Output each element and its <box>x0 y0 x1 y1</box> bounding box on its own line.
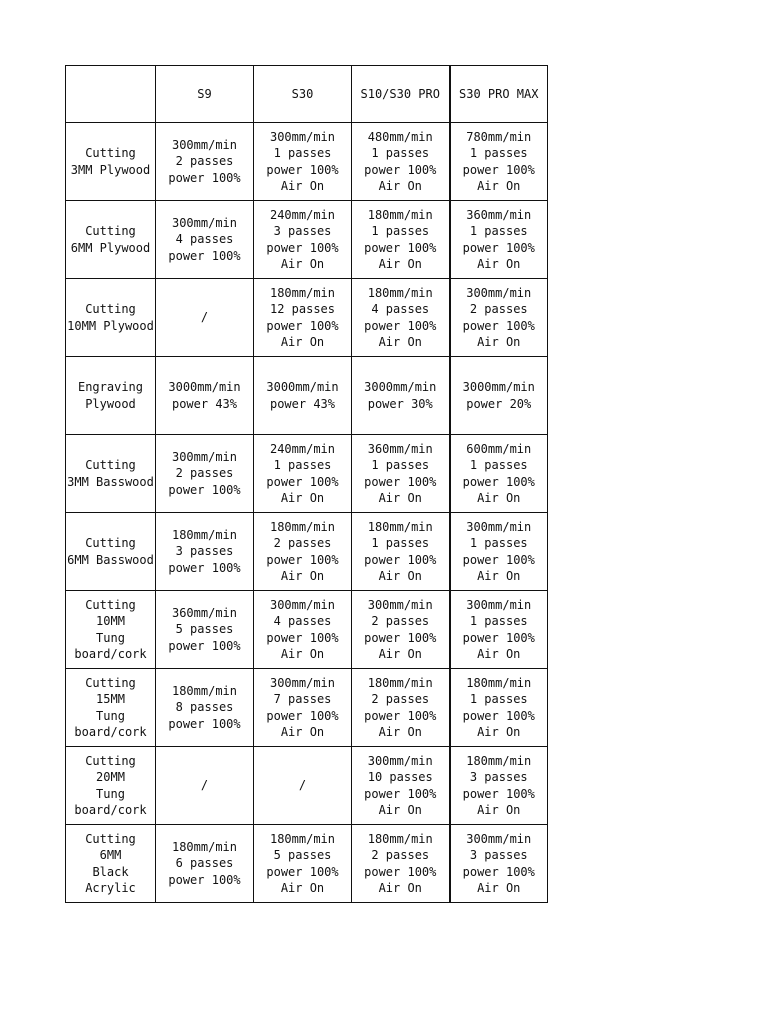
setting-line: power 100% <box>462 240 535 255</box>
setting-line: 300mm/min <box>367 753 433 768</box>
material-cell <box>66 747 156 825</box>
setting-cell-s10-s30-pro <box>352 201 450 279</box>
setting-cell-s30-pro-max <box>450 435 548 513</box>
setting-line: power 100% <box>364 630 437 645</box>
setting-cell-s30-pro-max <box>450 747 548 825</box>
setting-line: power 100% <box>364 864 437 879</box>
setting-cell-s9 <box>156 669 254 747</box>
setting-cell-s10-s30-pro <box>352 279 450 357</box>
setting-cell-s10-s30-pro <box>352 123 450 201</box>
setting-line: 300mm/min <box>171 137 238 152</box>
material-line: board/cork <box>74 647 147 661</box>
setting-line: power 100% <box>364 318 437 333</box>
setting-line: power 100% <box>462 786 535 801</box>
material-cell <box>66 279 156 357</box>
setting-cell-s30 <box>254 357 352 435</box>
table-row <box>66 513 548 591</box>
material-line: Cutting <box>85 224 136 238</box>
setting-line: power 100% <box>364 708 437 723</box>
setting-line: 300mm/min <box>269 129 336 144</box>
table-row <box>66 201 548 279</box>
setting-line: 1 passes <box>371 536 430 550</box>
setting-line: Air On <box>280 179 325 193</box>
setting-cell-s30-pro-max <box>450 825 548 903</box>
setting-cell-s30 <box>254 435 352 513</box>
table-row <box>66 669 548 747</box>
setting-line: 1 passes <box>469 458 528 472</box>
setting-cell-s30-pro-max <box>450 279 548 357</box>
setting-line: 12 passes <box>269 302 336 316</box>
setting-line: 3 passes <box>273 224 332 238</box>
material-cell <box>66 201 156 279</box>
setting-line: 180mm/min <box>367 207 433 222</box>
setting-line: 2 passes <box>175 154 234 169</box>
setting-line: 6 passes <box>175 856 234 871</box>
material-line: Cutting <box>85 536 136 550</box>
setting-line: 5 passes <box>273 848 332 862</box>
setting-line: 7 passes <box>273 692 332 706</box>
setting-line: 1 passes <box>469 536 528 550</box>
laser-settings-table <box>65 65 548 903</box>
material-cell <box>66 435 156 513</box>
setting-cell-s30 <box>254 669 352 747</box>
setting-line: Air On <box>280 257 325 271</box>
material-cell <box>66 123 156 201</box>
setting-line: 780mm/min <box>466 129 532 144</box>
setting-line: 300mm/min <box>466 597 532 612</box>
material-line: 20MM <box>96 770 125 784</box>
setting-line: 180mm/min <box>367 285 433 300</box>
setting-line: 1 passes <box>469 692 528 706</box>
setting-line: power 100% <box>364 786 437 801</box>
material-line: Plywood <box>85 396 136 411</box>
table-row <box>66 747 548 825</box>
setting-line: 300mm/min <box>269 597 336 612</box>
setting-line: power 100% <box>266 630 339 645</box>
setting-line: 360mm/min <box>171 605 238 620</box>
setting-line: Air On <box>477 725 521 739</box>
setting-line: 4 passes <box>273 614 332 628</box>
setting-line: 2 passes <box>175 466 234 481</box>
setting-line: 3000mm/min <box>462 380 535 394</box>
setting-line: 300mm/min <box>367 597 433 612</box>
setting-line: Air On <box>378 257 422 271</box>
setting-line: Air On <box>280 335 325 349</box>
table-row <box>66 123 548 201</box>
setting-line: power 100% <box>168 248 241 263</box>
setting-line: 1 passes <box>371 224 430 238</box>
setting-line: / <box>298 778 307 793</box>
material-line: 10MM <box>96 614 125 628</box>
setting-cell-s10-s30-pro <box>352 669 450 747</box>
setting-line: power 100% <box>168 638 241 653</box>
setting-cell-s30-pro-max <box>450 357 548 435</box>
material-line: Tung <box>96 786 125 801</box>
setting-line: 10 passes <box>367 770 433 784</box>
material-line: Engraving <box>77 380 144 394</box>
setting-line: 360mm/min <box>466 207 532 222</box>
setting-line: Air On <box>477 179 521 193</box>
setting-line: power 100% <box>364 240 437 255</box>
setting-line: 4 passes <box>175 232 234 247</box>
setting-line: Air On <box>280 647 325 661</box>
material-line: Cutting <box>85 302 136 316</box>
setting-line: Air On <box>378 725 422 739</box>
setting-line: 180mm/min <box>367 519 433 534</box>
setting-cell-s30 <box>254 825 352 903</box>
setting-line: Air On <box>378 647 422 661</box>
material-line: 3MM Basswood <box>67 474 154 489</box>
setting-line: Air On <box>477 491 521 505</box>
material-line: Cutting <box>85 831 136 846</box>
setting-line: 300mm/min <box>466 831 532 846</box>
setting-cell-s30-pro-max <box>450 123 548 201</box>
setting-line: Air On <box>280 881 325 895</box>
setting-line: power 20% <box>466 396 532 411</box>
setting-line: 180mm/min <box>466 753 532 768</box>
header-row <box>66 66 548 123</box>
setting-line: Air On <box>280 569 325 583</box>
setting-line: 240mm/min <box>269 207 336 222</box>
setting-line: power 100% <box>364 162 437 177</box>
setting-cell-s30-pro-max <box>450 513 548 591</box>
setting-line: power 100% <box>364 474 437 489</box>
material-line: board/cork <box>74 725 147 739</box>
material-line: 15MM <box>96 692 125 706</box>
setting-cell-s30 <box>254 279 352 357</box>
setting-line: power 30% <box>367 396 433 411</box>
setting-line: 2 passes <box>371 692 430 706</box>
material-line: Cutting <box>85 458 136 472</box>
setting-cell-s9 <box>156 747 254 825</box>
material-line: Cutting <box>85 753 136 768</box>
setting-line: 300mm/min <box>171 215 238 230</box>
setting-line: 1 passes <box>273 146 332 160</box>
setting-line: 5 passes <box>175 622 234 637</box>
setting-line: 180mm/min <box>269 285 336 300</box>
setting-cell-s9 <box>156 825 254 903</box>
material-line: Cutting <box>85 675 136 690</box>
material-line: board/cork <box>74 803 147 817</box>
setting-line: / <box>200 310 209 325</box>
setting-line: 2 passes <box>371 614 430 628</box>
setting-line: power 100% <box>462 552 535 567</box>
setting-cell-s10-s30-pro <box>352 591 450 669</box>
setting-cell-s9 <box>156 513 254 591</box>
setting-line: power 100% <box>364 552 437 567</box>
setting-line: 2 passes <box>371 848 430 862</box>
setting-line: Air On <box>378 569 422 583</box>
setting-line: Air On <box>378 881 422 895</box>
setting-cell-s9 <box>156 591 254 669</box>
setting-line: Air On <box>477 803 521 817</box>
setting-cell-s9 <box>156 435 254 513</box>
setting-line: power 100% <box>168 560 241 575</box>
setting-line: 240mm/min <box>269 441 336 456</box>
table-body <box>66 66 548 903</box>
setting-cell-s10-s30-pro <box>352 435 450 513</box>
setting-line: Air On <box>477 257 521 271</box>
setting-line: power 100% <box>462 474 535 489</box>
setting-line: power 100% <box>266 708 339 723</box>
setting-cell-s10-s30-pro <box>352 513 450 591</box>
setting-line: 1 passes <box>469 224 528 238</box>
material-cell <box>66 591 156 669</box>
setting-line: 3000mm/min <box>168 380 241 394</box>
setting-cell-s10-s30-pro <box>352 747 450 825</box>
material-cell <box>66 669 156 747</box>
setting-line: power 100% <box>266 552 339 567</box>
header-cell-s9: S9 <box>156 66 254 123</box>
header-cell-s30-pro-max: S30 PRO MAX <box>450 66 548 123</box>
setting-line: power 100% <box>168 716 241 731</box>
material-line: Tung <box>96 630 125 645</box>
material-line: 6MM Basswood <box>67 552 154 567</box>
setting-cell-s30 <box>254 513 352 591</box>
material-line: Cutting <box>85 597 136 612</box>
setting-line: power 100% <box>266 318 339 333</box>
setting-line: power 100% <box>168 170 241 185</box>
table-row <box>66 591 548 669</box>
setting-line: Air On <box>280 491 325 505</box>
material-line: 6MM Plywood <box>70 240 151 255</box>
setting-line: 300mm/min <box>466 519 532 534</box>
setting-cell-s30 <box>254 201 352 279</box>
setting-cell-s30-pro-max <box>450 669 548 747</box>
setting-cell-s9 <box>156 279 254 357</box>
setting-cell-s9 <box>156 123 254 201</box>
material-line: Black <box>92 864 129 879</box>
setting-line: Air On <box>477 647 521 661</box>
setting-cell-s30-pro-max <box>450 591 548 669</box>
table-row <box>66 825 548 903</box>
setting-cell-s30 <box>254 591 352 669</box>
setting-cell-s9 <box>156 201 254 279</box>
setting-line: power 100% <box>266 474 339 489</box>
material-line: Tung <box>96 708 125 723</box>
setting-line: 300mm/min <box>466 285 532 300</box>
setting-line: 3000mm/min <box>266 380 339 394</box>
setting-cell-s30 <box>254 747 352 825</box>
setting-line: 1 passes <box>469 614 528 628</box>
material-cell <box>66 513 156 591</box>
setting-line: power 100% <box>462 318 535 333</box>
setting-line: Air On <box>477 569 521 583</box>
setting-cell-s30 <box>254 123 352 201</box>
setting-line: 180mm/min <box>269 831 336 846</box>
setting-line: 1 passes <box>371 458 430 472</box>
setting-line: 1 passes <box>469 146 528 160</box>
setting-line: 3 passes <box>469 770 528 784</box>
material-line: Acrylic <box>85 881 136 895</box>
setting-line: Air On <box>477 335 521 349</box>
setting-line: 1 passes <box>371 146 430 160</box>
setting-line: power 100% <box>462 708 535 723</box>
setting-line: power 43% <box>269 396 336 411</box>
table-row <box>66 279 548 357</box>
setting-line: power 100% <box>462 162 535 177</box>
setting-line: power 100% <box>462 630 535 645</box>
material-cell <box>66 825 156 903</box>
setting-line: / <box>200 778 209 793</box>
setting-line: 180mm/min <box>466 675 532 690</box>
setting-line: Air On <box>378 491 422 505</box>
header-cell-s30: S30 <box>254 66 352 123</box>
setting-cell-s30-pro-max <box>450 201 548 279</box>
setting-cell-s9 <box>156 357 254 435</box>
material-line: Cutting <box>85 146 136 160</box>
setting-line: 360mm/min <box>367 441 433 456</box>
setting-line: power 100% <box>266 240 339 255</box>
setting-line: power 100% <box>266 864 339 879</box>
material-cell <box>66 357 156 435</box>
setting-line: 8 passes <box>175 700 234 715</box>
setting-line: power 43% <box>171 396 238 411</box>
setting-line: 180mm/min <box>171 683 238 698</box>
setting-line: 480mm/min <box>367 129 433 144</box>
material-line: 10MM Plywood <box>67 318 154 333</box>
setting-line: 3 passes <box>175 544 234 559</box>
setting-line: 1 passes <box>273 458 332 472</box>
material-line: 3MM Plywood <box>70 162 151 177</box>
setting-line: 3 passes <box>469 848 528 862</box>
setting-cell-s10-s30-pro <box>352 825 450 903</box>
setting-line: 180mm/min <box>367 831 433 846</box>
setting-line: 180mm/min <box>367 675 433 690</box>
setting-line: 180mm/min <box>171 527 238 542</box>
header-cell-s10-s30-pro: S10/S30 PRO <box>352 66 450 123</box>
setting-line: 600mm/min <box>466 441 532 456</box>
setting-line: Air On <box>378 803 422 817</box>
material-line: 6MM <box>99 848 122 862</box>
setting-line: power 100% <box>168 482 241 497</box>
setting-cell-s10-s30-pro <box>352 357 450 435</box>
setting-line: Air On <box>378 335 422 349</box>
header-cell-material <box>66 66 156 123</box>
setting-line: Air On <box>477 881 521 895</box>
setting-line: power 100% <box>462 864 535 879</box>
setting-line: Air On <box>378 179 422 193</box>
setting-line: 2 passes <box>469 302 528 316</box>
setting-line: power 100% <box>168 872 241 887</box>
setting-line: 180mm/min <box>171 839 238 854</box>
setting-line: 180mm/min <box>269 519 336 534</box>
setting-line: 2 passes <box>273 536 332 550</box>
table-row <box>66 435 548 513</box>
setting-line: 300mm/min <box>171 449 238 464</box>
setting-line: 4 passes <box>371 302 430 316</box>
setting-line: Air On <box>280 725 325 739</box>
setting-line: power 100% <box>266 162 339 177</box>
setting-line: 3000mm/min <box>364 380 437 394</box>
table-row <box>66 357 548 435</box>
setting-line: 300mm/min <box>269 675 336 690</box>
